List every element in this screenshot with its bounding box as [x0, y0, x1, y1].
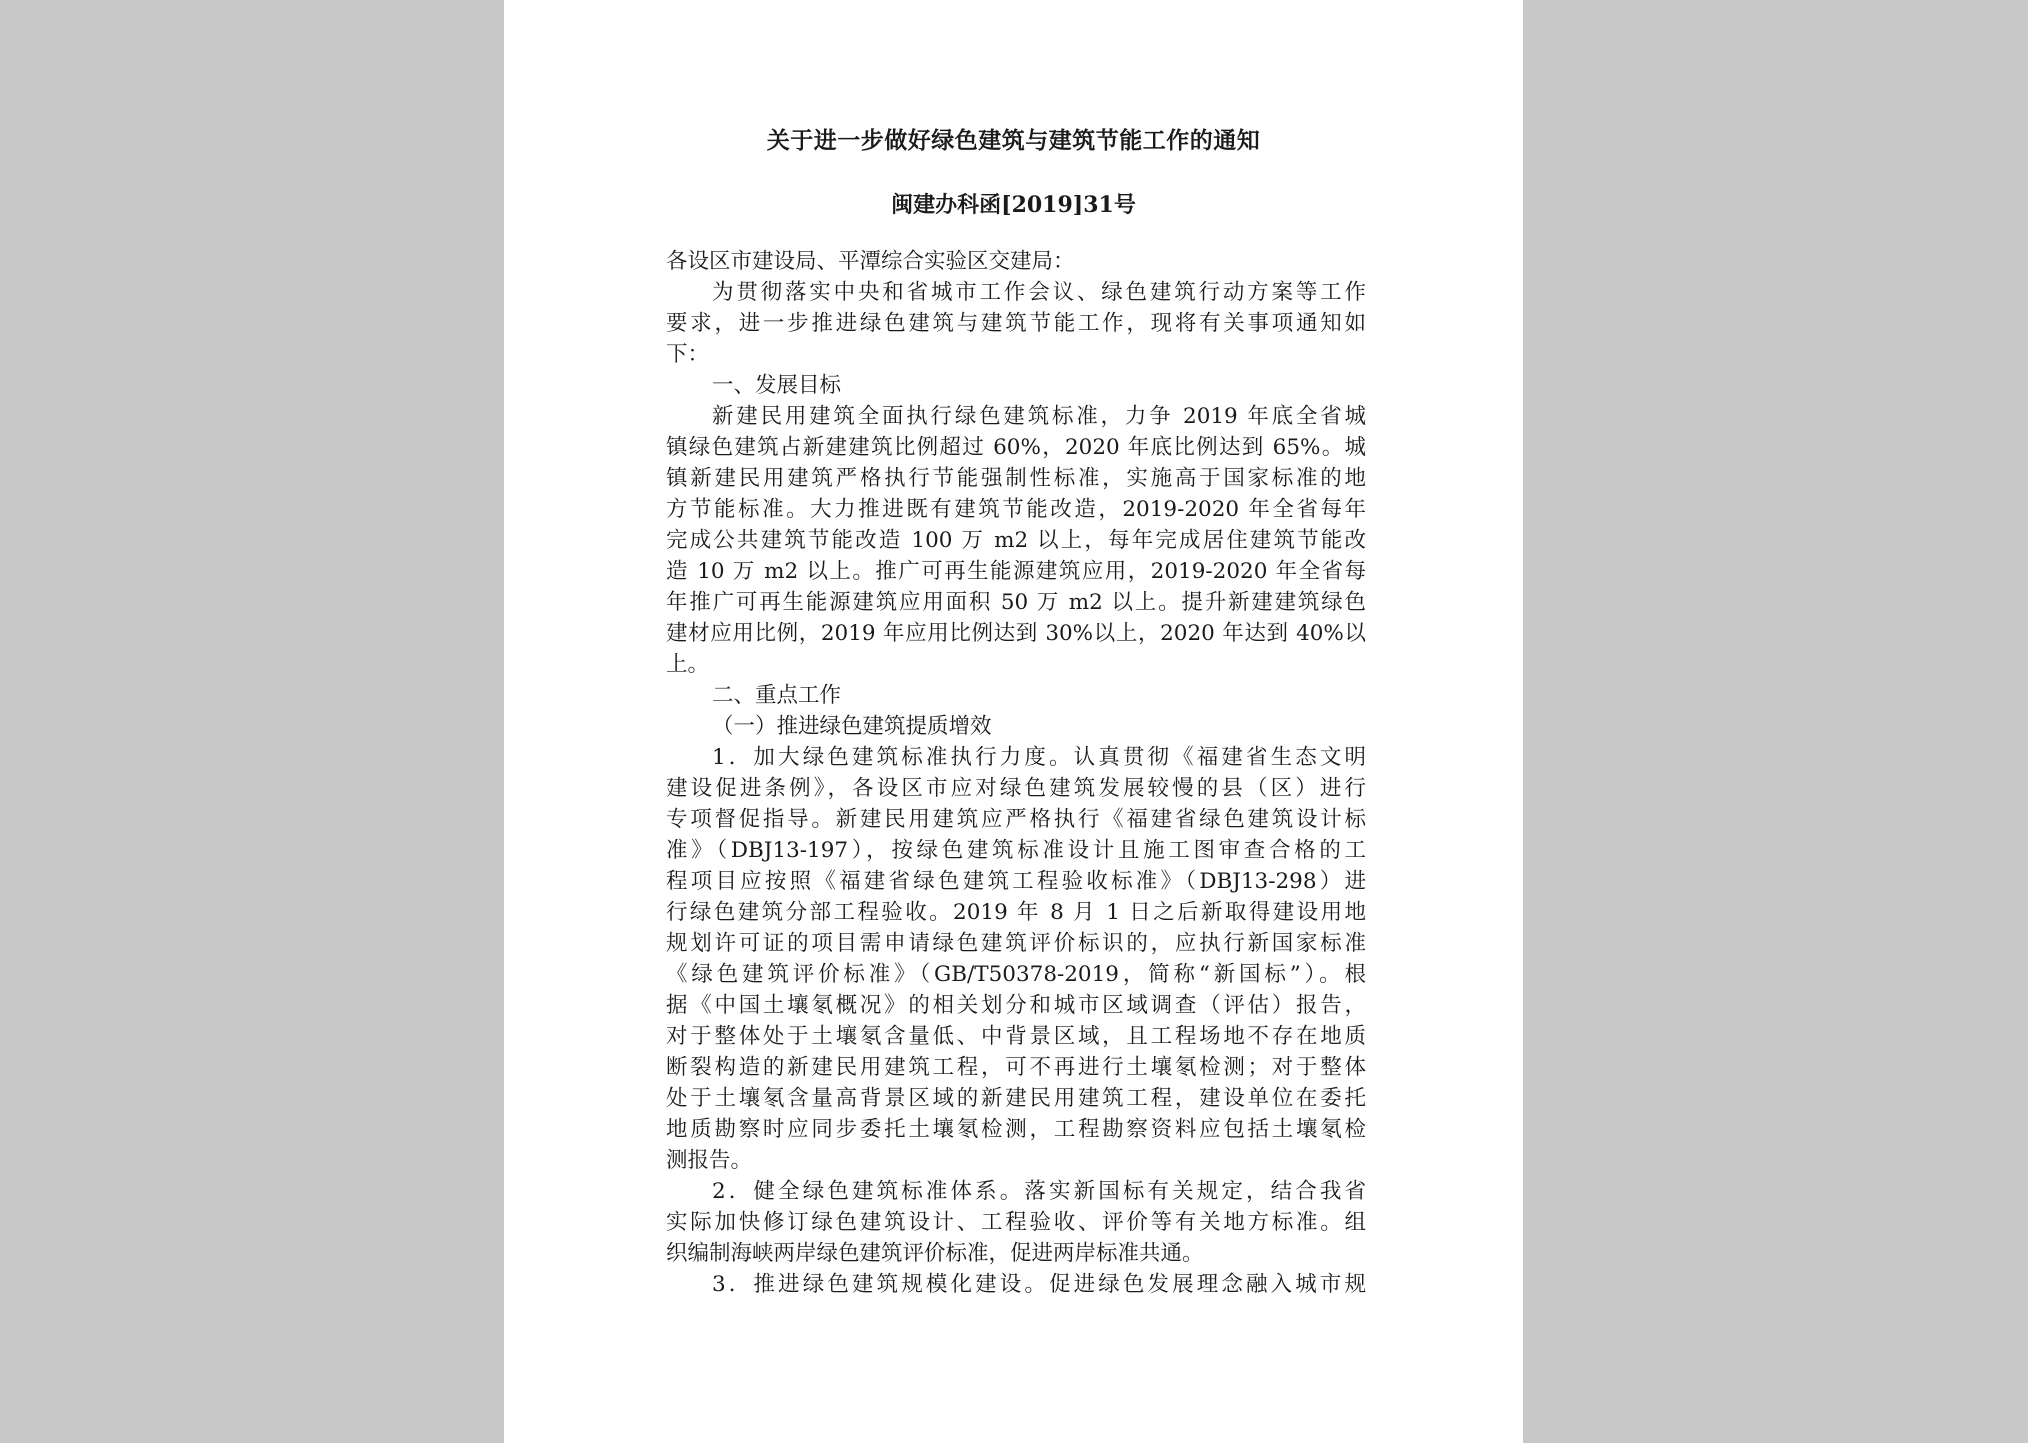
section-heading: 二、重点工作 [712, 683, 842, 708]
text-line: 准》（DBJ13-197），按绿色建筑标准设计且施工图审查合格的工 [666, 838, 1366, 863]
document-page [504, 0, 1523, 1443]
text-line: 专项督促指导。新建民用建筑应严格执行《福建省绿色建筑设计标 [666, 807, 1366, 832]
text-line: 新建民用建筑全面执行绿色建筑标准，力争 2019 年底全省城 [712, 404, 1366, 429]
document-title: 关于进一步做好绿色建筑与建筑节能工作的通知 [766, 127, 1261, 154]
text-line: 3．推进绿色建筑规模化建设。促进绿色发展理念融入城市规 [712, 1272, 1366, 1297]
section-heading: 一、发展目标 [712, 373, 842, 398]
text-line: 造 10 万 m2 以上。推广可再生能源建筑应用，2019-2020 年全省每 [666, 559, 1366, 584]
text-line: 实际加快修订绿色建筑设计、工程验收、评价等有关地方标准。组 [666, 1210, 1366, 1235]
text-line: 建材应用比例，2019 年应用比例达到 30%以上，2020 年达到 40%以 [666, 621, 1366, 646]
text-line: 据《中国土壤氡概况》的相关划分和城市区域调查（评估）报告， [666, 993, 1366, 1018]
text-line: 处于土壤氡含量高背景区域的新建民用建筑工程，建设单位在委托 [666, 1086, 1366, 1111]
subsection-heading: （一）推进绿色建筑提质增效 [712, 714, 992, 739]
text-line: 镇绿色建筑占新建建筑比例超过 60%，2020 年底比例达到 65%。城 [666, 435, 1366, 460]
text-line: 《绿色建筑评价标准》（GB/T50378-2019，简称“新国标”）。根 [666, 962, 1366, 987]
text-line: 为贯彻落实中央和省城市工作会议、绿色建筑行动方案等工作 [712, 280, 1366, 305]
text-line: 要求，进一步推进绿色建筑与建筑节能工作，现将有关事项通知如 [666, 311, 1366, 336]
text-line: 程项目应按照《福建省绿色建筑工程验收标准》（DBJ13-298）进 [666, 869, 1366, 894]
text-line: 规划许可证的项目需申请绿色建筑评价标识的，应执行新国家标准 [666, 931, 1366, 956]
text-line: 对于整体处于土壤氡含量低、中背景区域，且工程场地不存在地质 [666, 1024, 1366, 1049]
text-line: 行绿色建筑分部工程验收。2019 年 8 月 1 日之后新取得建设用地 [666, 900, 1366, 925]
text-line: 镇新建民用建筑严格执行节能强制性标准，实施高于国家标准的地 [666, 466, 1366, 491]
text-line: 织编制海峡两岸绿色建筑评价标准，促进两岸标准共通。 [666, 1241, 1204, 1266]
document-number: 闽建办科函[2019]31号 [891, 192, 1136, 218]
document-body [666, 246, 1366, 1300]
text-line: 下： [666, 342, 710, 367]
text-line: 测报告。 [666, 1148, 753, 1173]
text-line: 完成公共建筑节能改造 100 万 m2 以上，每年完成居住建筑节能改 [666, 528, 1366, 553]
text-line: 断裂构造的新建民用建筑工程，可不再进行土壤氡检测；对于整体 [666, 1055, 1366, 1080]
text-line: 地质勘察时应同步委托土壤氡检测，工程勘察资料应包括土壤氡检 [666, 1117, 1366, 1142]
text-line: 方节能标准。大力推进既有建筑节能改造，2019-2020 年全省每年 [666, 497, 1366, 522]
text-line: 2．健全绿色建筑标准体系。落实新国标有关规定，结合我省 [712, 1179, 1366, 1204]
text-line: 1．加大绿色建筑标准执行力度。认真贯彻《福建省生态文明 [712, 745, 1366, 770]
text-line: 年推广可再生能源建筑应用面积 50 万 m2 以上。提升新建建筑绿色 [666, 590, 1366, 615]
text-line: 建设促进条例》，各设区市应对绿色建筑发展较慢的县（区）进行 [666, 776, 1366, 801]
addressee-line: 各设区市建设局、平潭综合实验区交建局： [666, 249, 1075, 274]
text-line: 上。 [666, 652, 710, 677]
